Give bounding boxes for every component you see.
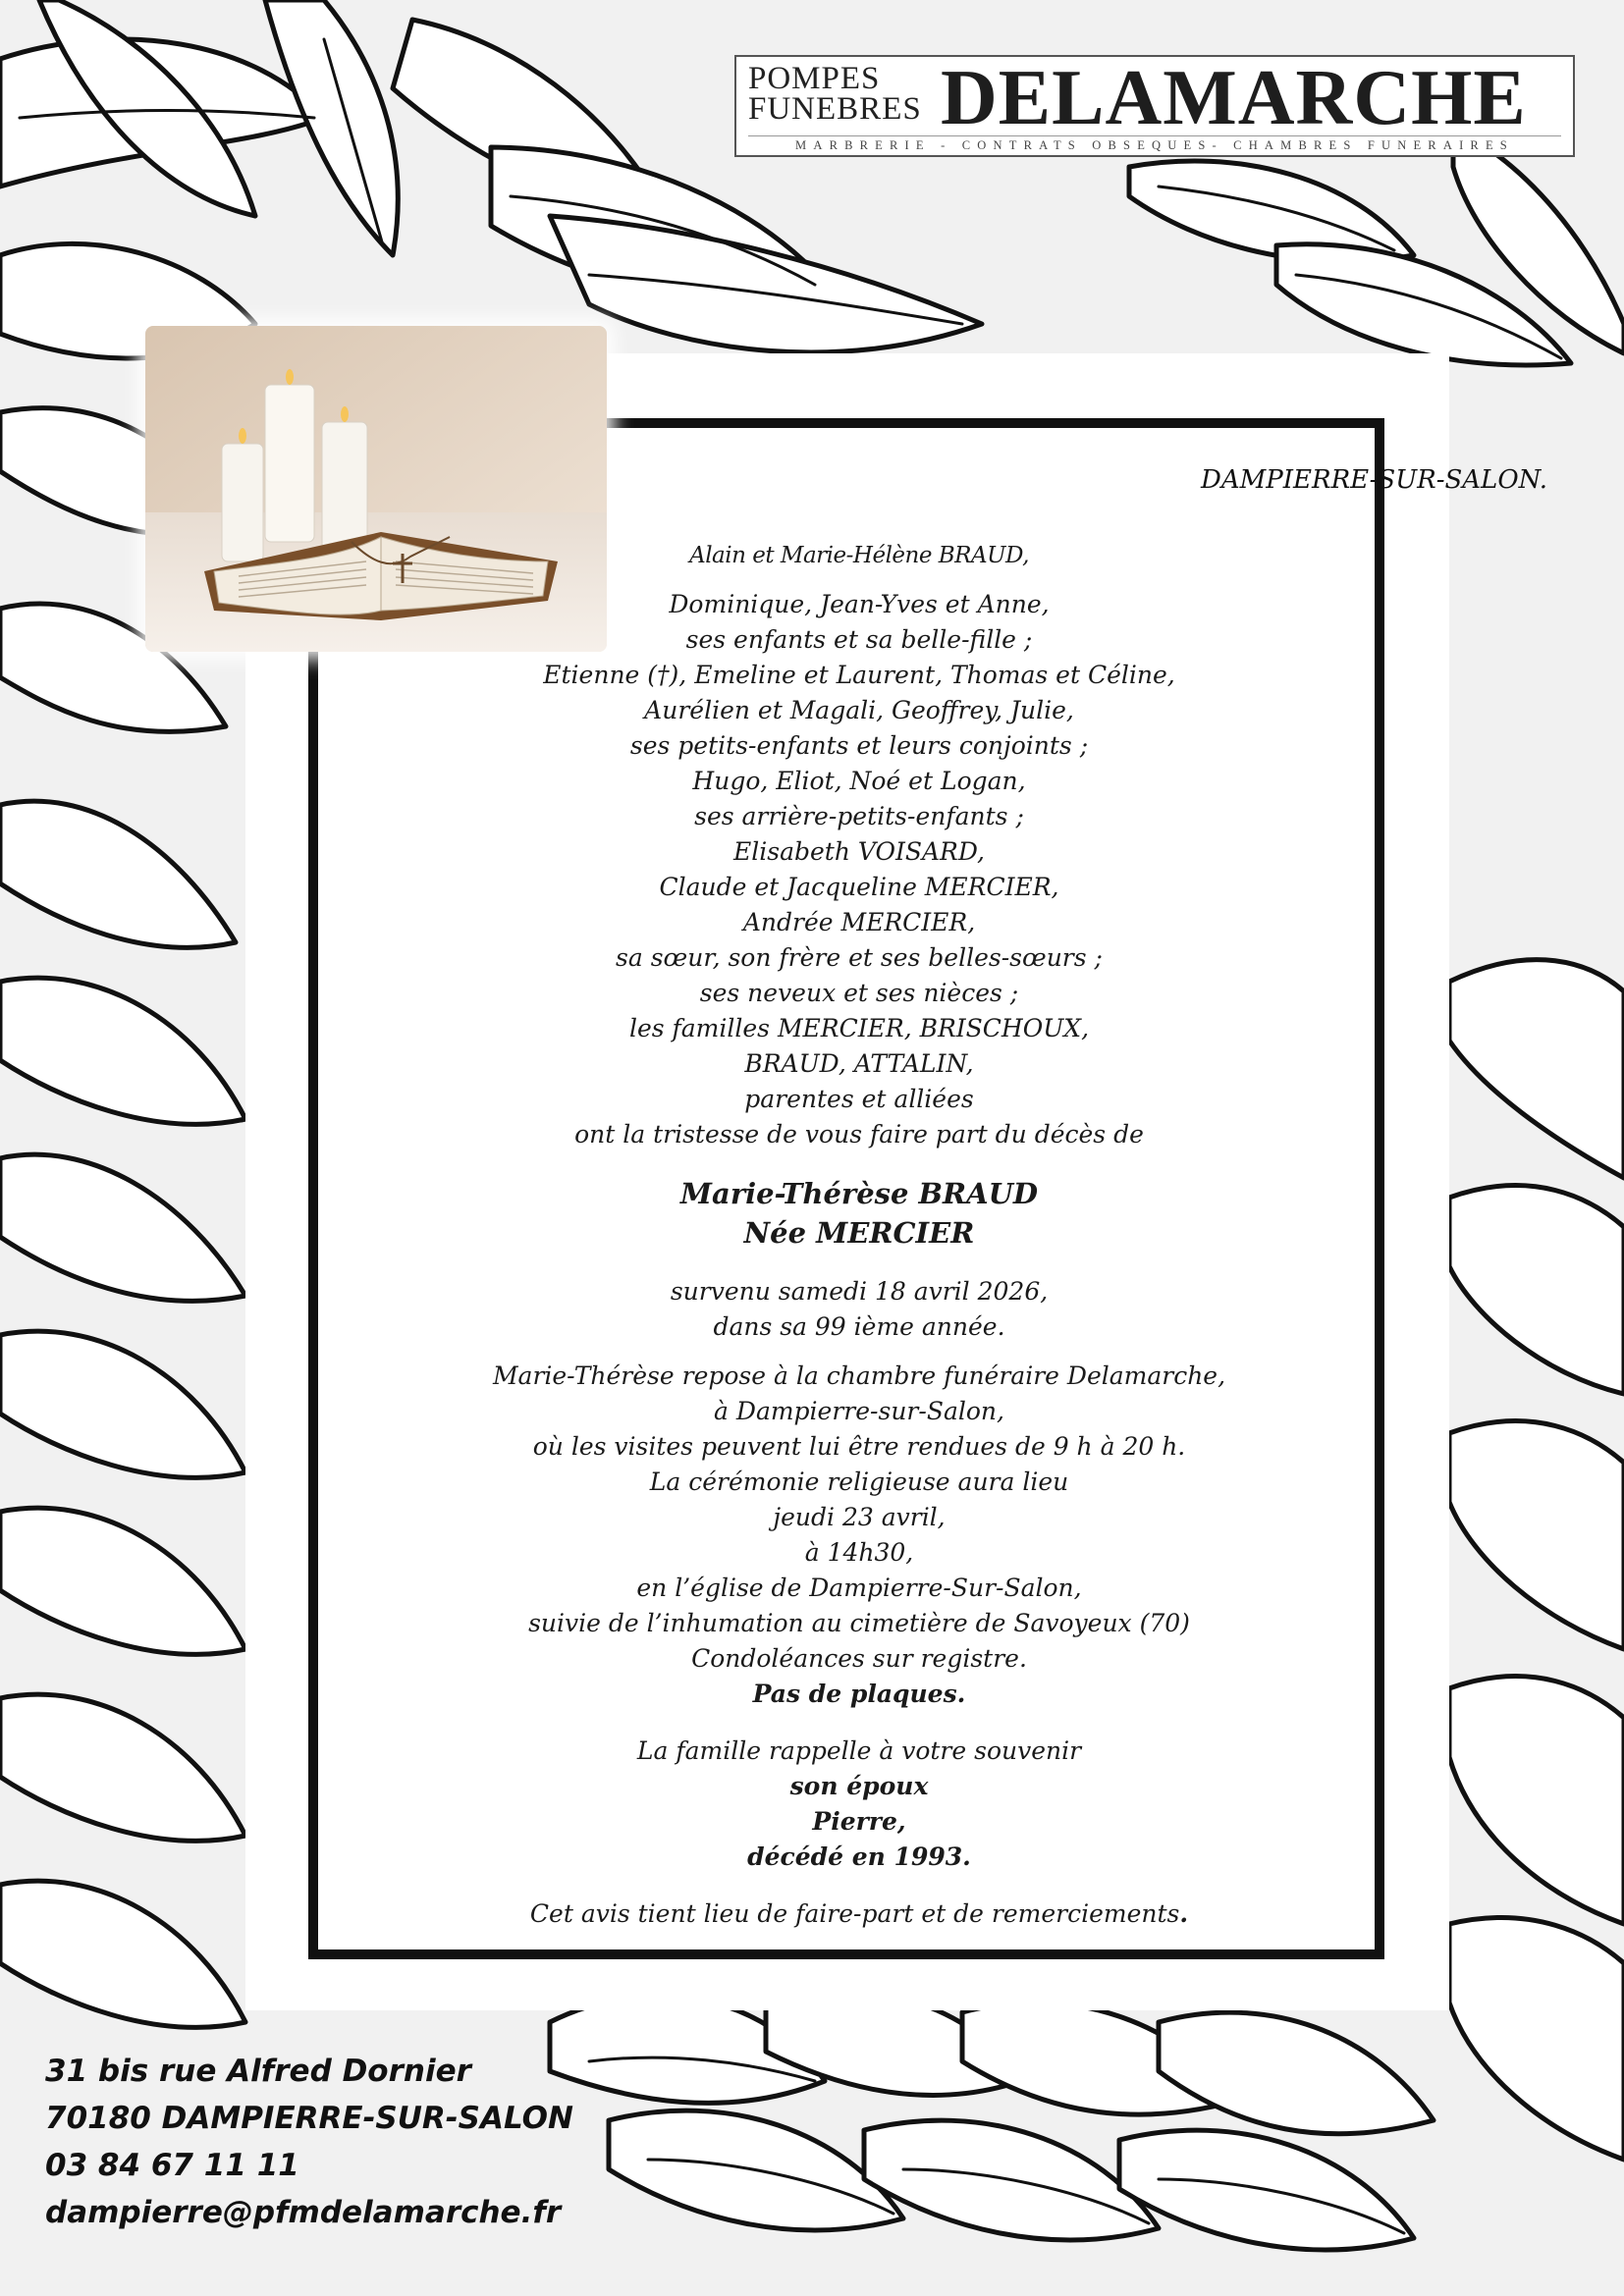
notice-location: DAMPIERRE-SUR-SALON. <box>1201 465 1547 495</box>
petal <box>0 1881 245 2027</box>
petal <box>0 1694 245 1841</box>
ceremony-line: jeudi 23 avril, <box>773 1503 946 1531</box>
petal <box>0 1154 245 1301</box>
logo-brand: DELAMARCHE <box>941 55 1527 141</box>
memory-line: Pierre, <box>812 1807 906 1836</box>
closing-text: Cet avis tient lieu de faire-part et de remerciements <box>529 1899 1180 1928</box>
ceremony-line: Marie-Thérèse repose à la chambre funéraire Delamarche, <box>492 1362 1226 1390</box>
petal <box>1449 1186 1624 1394</box>
address-line-1: 31 bis rue Alfred Dornier <box>45 2054 471 2089</box>
petal <box>0 978 245 1124</box>
family-line: ses petits-enfants et leurs conjoints ; <box>629 731 1089 760</box>
family-line: Hugo, Eliot, Noé et Logan, <box>692 767 1026 795</box>
family-line: Etienne (†), Emeline et Laurent, Thomas et Céline, <box>543 661 1175 689</box>
ceremony-line: à Dampierre-sur-Salon, <box>714 1397 1004 1425</box>
family-line: Claude et Jacqueline MERCIER, <box>659 873 1059 901</box>
death-line: dans sa 99 ième année. <box>713 1312 1005 1341</box>
petal <box>1449 960 1624 1178</box>
closing-period: . <box>1179 1899 1189 1928</box>
family-line: BRAUD, ATTALIN, <box>744 1049 974 1078</box>
candle <box>222 444 263 561</box>
family-line: ses enfants et sa belle-fille ; <box>685 625 1033 654</box>
ceremony-line: Condoléances sur registre. <box>691 1644 1027 1673</box>
email-address: dampierre@pfmdelamarche.fr <box>45 2195 562 2230</box>
family-line: ses arrière-petits-enfants ; <box>694 802 1024 830</box>
ceremony-line: à 14h30, <box>804 1538 914 1567</box>
family-line: parentes et alliées <box>744 1085 974 1113</box>
contact-footer <box>45 2048 573 2236</box>
family-line: les familles MERCIER, BRISCHOUX, <box>628 1014 1090 1042</box>
family-line: Dominique, Jean-Yves et Anne, <box>669 590 1050 618</box>
candle <box>265 385 314 542</box>
deceased-name: Marie-Thérèse BRAUD <box>679 1177 1039 1210</box>
ceremony-line: où les visites peuvent lui être rendues de 9 h à 20 h. <box>532 1432 1186 1461</box>
logo-tagline: MARBRERIE - CONTRATS OBSEQUES- CHAMBRES FUNERAIRES <box>748 135 1561 154</box>
petal <box>1449 1421 1624 1649</box>
ceremony-line: La cérémonie religieuse aura lieu <box>649 1468 1069 1496</box>
memory-line: décédé en 1993. <box>747 1842 971 1871</box>
address-line-2: 70180 DAMPIERRE-SUR-SALON <box>45 2101 573 2136</box>
memory-intro: La famille rappelle à votre souvenir <box>636 1736 1082 1765</box>
closing-line <box>344 1896 1375 1932</box>
family-line: Aurélien et Magali, Geoffrey, Julie, <box>644 696 1074 724</box>
logo-line-2: FUNEBRES <box>748 91 922 127</box>
family-line: Elisabeth VOISARD, <box>733 837 985 866</box>
death-line: survenu samedi 18 avril 2026, <box>670 1277 1049 1306</box>
memory-line: son époux <box>789 1772 929 1800</box>
ceremony-line: suivie de l’inhumation au cimetière de Savoyeux (70) <box>528 1609 1190 1637</box>
notice-body <box>344 538 1375 1932</box>
petal <box>1449 1918 1624 2160</box>
logo-line-1: POMPES <box>748 61 881 96</box>
deceased-maiden-name: Née MERCIER <box>743 1216 975 1250</box>
candle <box>322 422 367 550</box>
petal <box>0 1508 245 1654</box>
ceremony-line: en l’église de Dampierre-Sur-Salon, <box>636 1574 1082 1602</box>
phone-number: 03 84 67 11 11 <box>45 2148 299 2183</box>
family-line: sa sœur, son frère et ses belles-sœurs ; <box>616 943 1103 972</box>
family-line: Alain et Marie-Hélène BRAUD, <box>689 543 1029 568</box>
funeral-home-logo <box>734 55 1575 157</box>
family-line: Andrée MERCIER, <box>742 908 976 936</box>
family-line: ses neveux et ses nièces ; <box>699 979 1019 1007</box>
family-line: ont la tristesse de vous faire part du décès de <box>574 1120 1144 1148</box>
petal <box>1159 2012 1434 2134</box>
petal <box>0 801 236 947</box>
no-plaques-note: Pas de plaques. <box>752 1680 966 1708</box>
petal <box>0 1331 245 1477</box>
leaf <box>1129 161 1414 261</box>
petal <box>1449 1677 1624 1924</box>
